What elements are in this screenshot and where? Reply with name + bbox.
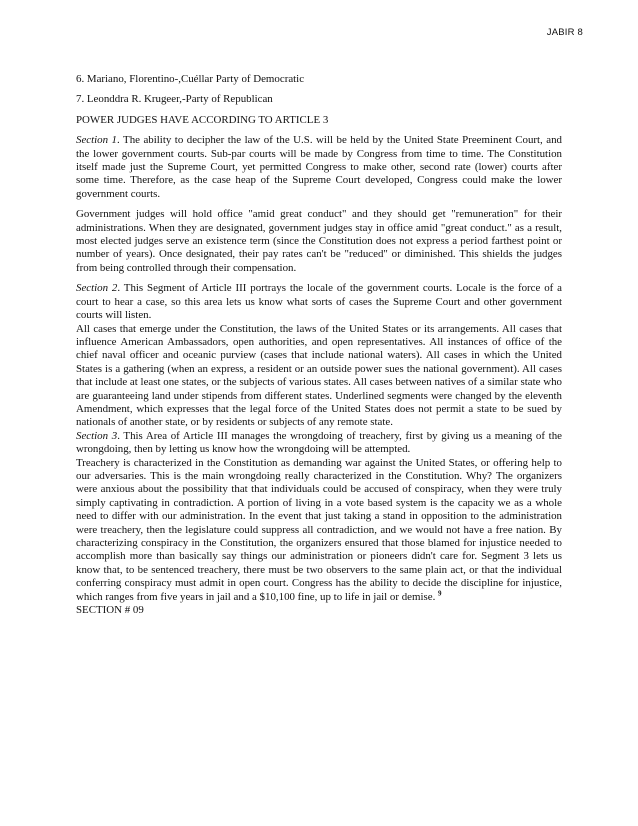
section-2-text: . This Segment of Article III portrays the locale of the government courts. Locale is the force of a court to hear a case, so this area lets us know what sorts of cases the Supreme Court and other government courts will listen.	[76, 282, 562, 322]
section-1-text: . The ability to decipher the law of the U.S. will be held by the United State Preeminent Court, and the lower government courts. Sub-par courts will be made by Congress from time to time. The Constitution itself made just the Supreme Court, yet permitted Congress to make other, second rate (lower) courts after some time. Therefore, as the case heap of the Supreme Court developed, Congress could make the lower government courts.	[76, 134, 563, 200]
section-number-line: SECTION # 09	[76, 604, 144, 617]
paragraph-section-2	[76, 282, 562, 322]
paragraph-section-1	[76, 134, 562, 201]
section-2-label: Section 2	[76, 282, 118, 295]
list-item-6: 6. Mariano, Florentino-,Cuéllar Party of Democratic	[76, 73, 305, 85]
footnote-marker: 9	[438, 589, 442, 597]
paragraph-judges-conduct: Government judges will hold office "amid great conduct" and they should get "remuneration" for their administrations. When they are designated, government judges stay in office amid "great conduct." as a result, most elected judges serve an existence term (since the Constitution does not express a period farthest point or number of years). Once designated, their pay rates can't be "reduced" or diminished. This shields the judges from being controlled through their compensation.	[76, 208, 562, 274]
section-heading: POWER JUDGES HAVE ACCORDING TO ARTICLE 3	[76, 113, 329, 126]
page-body	[76, 73, 562, 617]
treachery-text: Treachery is characterized in the Constitution as demanding war against the United States, or offering help to our adversaries. This is the main wrongdoing really characterized in the Constitution. Why? The organizers were anxious about the possibility that that individuals could be accused of conspiracy, when they were truly simply captivating in contradiction. A portion of living in a vote based system is the capacity we as a whole need to differ with our administration. In the event that just taking a stand in opposition to the administration were treachery, then the legislature could suppress all contradiction, and we would not have a free nation. By characterizing conspiracy in the Constitution, the organizers ensured that those blamed for injustice needed to accomplish more than basically say things our administration or pioneers didn't care for. Segment 3 lets us know that, to be sentenced treachery, there must be two observers to the same plain act, or that the individual conferring conspiracy must admit in open court. Congress has the ability to decide the discipline for injustice, which ranges from five years in jail and a $10,100 fine, up to life in jail or demise.	[76, 456, 562, 603]
section-3-label: Section 3	[76, 429, 118, 442]
section-1-label: Section 1	[76, 134, 118, 147]
paragraph-cases: All cases that emerge under the Constitution, the laws of the United States or its arrangements. All cases that influence American Ambassadors, open authorities, and open representatives. All instances of office of the chief naval officer and oceanic purview (cases that include national waters). All cases in which the United States is a gathering (when an express, a resident or an outside power sues the national government). All cases that include at least one states, or the subjects of various states. All cases between natives of a similar state who are guaranteeing land under stipends from different states. Underlined segments were changed by the eleventh Amendment, which expresses that the legal force of the United States does not permit a state to be sued by nationals of another state, or by residents or subjects of any remote state.	[76, 322, 562, 429]
list-item-7: 7. Leonddra R. Krugeer,-Party of Republican	[76, 93, 273, 106]
section-3-text: . This Area of Article III manages the wrongdoing of treachery, first by giving us a meaning of the wrongdoing, then by letting us know how the wrongdoing will be attempted.	[76, 429, 562, 456]
running-head: JABIR 8	[546, 27, 583, 38]
paragraph-treachery	[76, 457, 562, 604]
paragraph-section-3	[76, 430, 562, 457]
